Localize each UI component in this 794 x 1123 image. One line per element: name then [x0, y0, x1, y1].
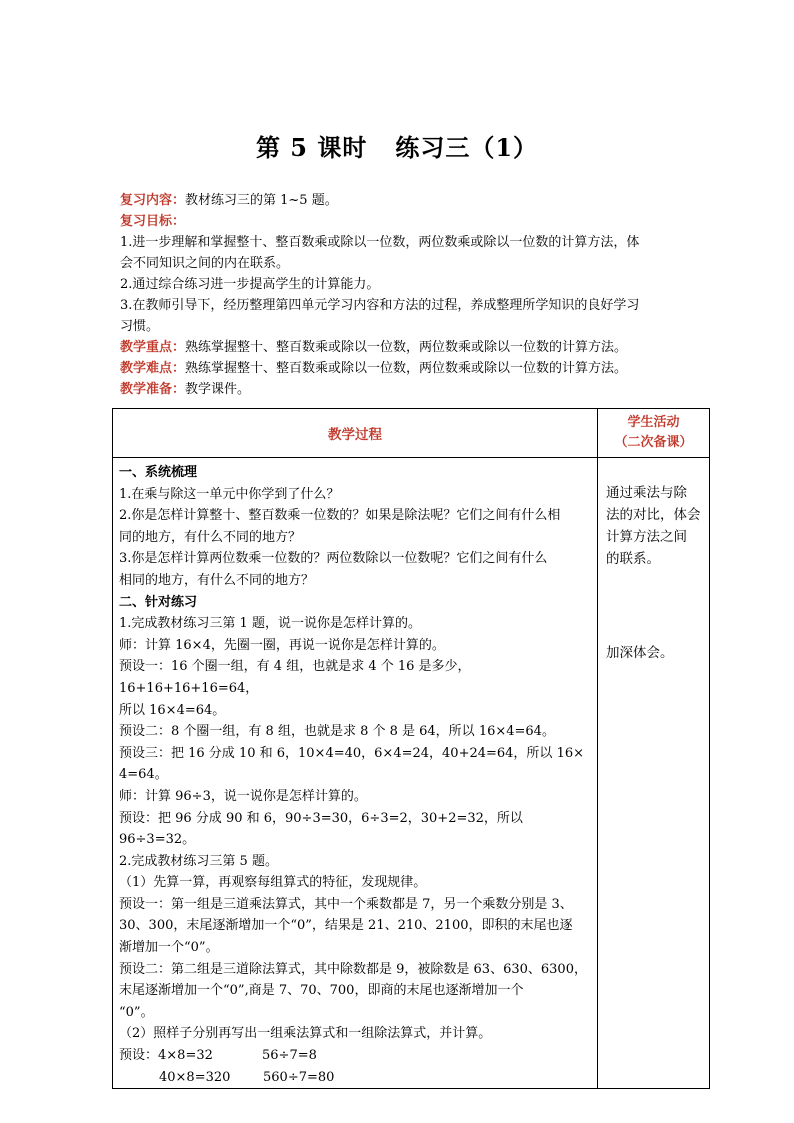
text-line: 预设：把 96 分成 90 和 6，90÷3=30，6÷3=2，30+2=32，所以 96÷3=32。: [119, 810, 523, 848]
text-line: 末尾逐渐增加一个“0”,商是 7、70、700，即商的末尾也逐渐增加一个: [119, 983, 524, 999]
text-line: 同的地方，有什么不同的地方？: [119, 529, 302, 545]
text-line: “0”。: [119, 1004, 154, 1020]
page-title: [0, 128, 794, 163]
review-content: 复习内容：教材练习三的第 1~5 题。: [120, 193, 338, 208]
teaching-process-content: [113, 458, 598, 1089]
goal-line: 会不同知识之间的内在联系。: [120, 256, 290, 271]
note-line: 通过乘法与除: [606, 485, 687, 501]
text-line: （1）先算一算，再观察每组算式的特征，发现规律。: [119, 875, 427, 891]
text-line: 预设二：8 个圈一组，有 8 组，也就是求 8 个 8 是 64，所以 16×4=64。: [119, 724, 555, 740]
goal-line: 3.在教师引导下，经历整理第四单元学习内容和方法的过程，养成整理所学知识的良好学习: [120, 298, 640, 313]
goal-line: 1.进一步理解和掌握整十、整百数乘或除以一位数，两位数乘或除以一位数的计算方法，体: [120, 235, 640, 250]
text-line: 2.完成教材练习三第 5 题。: [119, 853, 278, 869]
text-line: 预设一：第一组是三道乘法算式，其中一个乘数都是 7，另一个乘数分别是 3、: [119, 896, 573, 912]
text-line: 2.你是怎样计算整十、整百数乘一位数的？如果是除法呢？它们之间有什么相: [119, 508, 561, 524]
difficulty: 教学难点：熟练掌握整十、整百数乘或除以一位数，两位数乘或除以一位数的计算方法。: [120, 361, 628, 376]
table-header-row: [113, 409, 710, 458]
note-line: 计算方法之间: [606, 529, 687, 545]
note-line: 法的对比，体会: [606, 507, 701, 523]
text-line: 预设一：16 个圈一组，有 4 组，也就是求 4 个 16 是多少，16+16+16+16=64，: [119, 659, 471, 696]
preparation: 教学准备：教学课件。: [120, 382, 251, 397]
section-title: 二、针对练习: [119, 594, 198, 610]
review-goals-label: 复习目标：: [120, 214, 186, 229]
lesson-number: 第 5 课时: [255, 133, 368, 162]
text-line: 4=64。: [119, 767, 168, 783]
review-content-label: 复习内容：: [120, 193, 186, 208]
lesson-intro: [120, 190, 690, 400]
text-line: 30、300，末尾逐渐增加一个“0”，结果是 21、210、2100，即积的末尾也逐: [119, 918, 573, 934]
text-line: 所以 16×4=64。: [119, 702, 226, 718]
note-line: 加深体会。: [606, 645, 674, 661]
text-line: 师：计算 16×4，先圈一圈，再说一说你是怎样计算的。: [119, 637, 445, 653]
equation-row: 40×8=320 560÷7=80: [159, 1069, 335, 1085]
text-line: 预设三：把 16 分成 10 和 6，10×4=40，6×4=24，40+24=64，所以 16×: [119, 745, 585, 761]
section-title: 一、系统梳理: [119, 465, 198, 480]
text-line: 师：计算 96÷3，说一说你是怎样计算的。: [119, 788, 367, 804]
note-line: 的联系。: [606, 551, 660, 567]
teaching-process-table: [112, 408, 710, 1089]
header-teaching-process: 教学过程: [113, 409, 598, 458]
text-line: 1.完成教材练习三第 1 题，说一说你是怎样计算的。: [119, 616, 421, 632]
table-body-row: [113, 458, 710, 1089]
text-line: 预设二：第二组是三道除法算式，其中除数都是 9，被除数是 63、630、6300，: [119, 961, 587, 977]
text-line: （2）照样子分别再写出一组乘法算式和一组除法算式，并计算。: [119, 1026, 492, 1042]
key-point: 教学重点：熟练掌握整十、整百数乘或除以一位数，两位数乘或除以一位数的计算方法。: [120, 340, 628, 355]
equation-row: 预设：4×8=32 56÷7=8: [119, 1048, 317, 1064]
header-student-activity: 学生活动 （二次备课）: [598, 409, 710, 458]
goal-line: 习惯。: [120, 319, 160, 334]
text-line: 3.你是怎样计算两位数乘一位数的？两位数除以一位数呢？它们之间有什么: [119, 551, 548, 567]
goal-line: 2.通过综合练习进一步提高学生的计算能力。: [120, 277, 380, 292]
student-activity-content: [598, 458, 710, 1089]
text-line: 1.在乘与除这一单元中你学到了什么？: [119, 486, 340, 502]
text-line: 渐增加一个“0”。: [119, 940, 219, 956]
lesson-name: 练习三（1）: [395, 133, 539, 162]
text-line: 相同的地方，有什么不同的地方？: [119, 572, 315, 588]
